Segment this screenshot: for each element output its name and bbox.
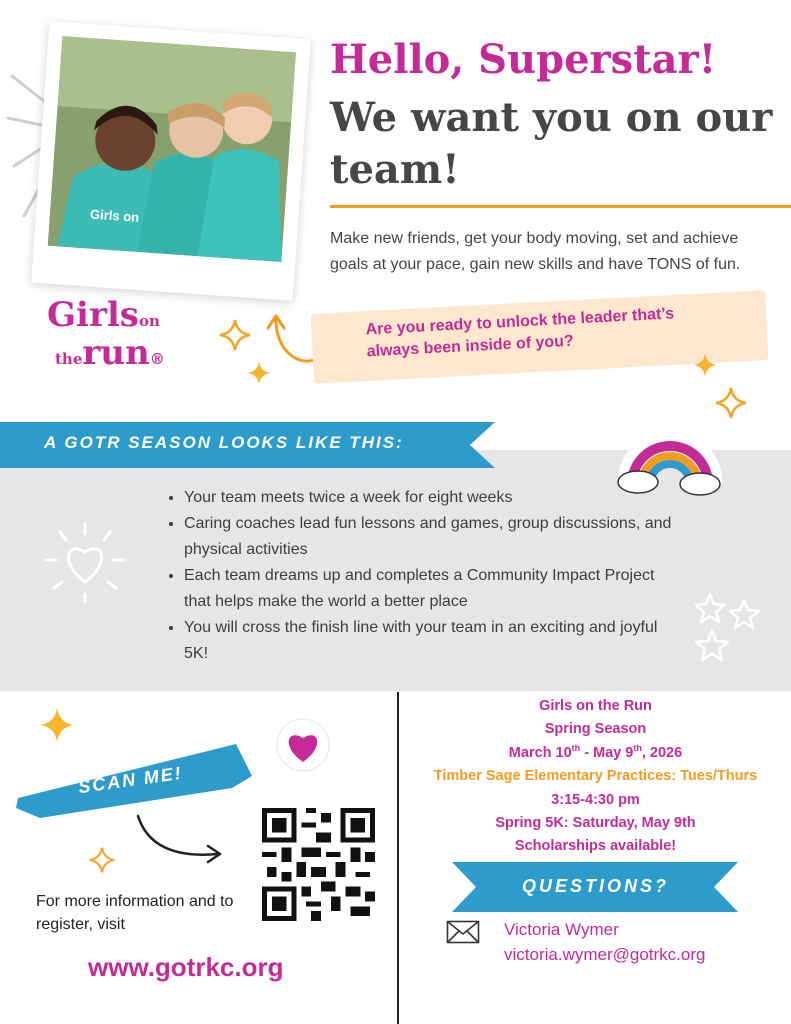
logo-word-on: on (138, 312, 160, 330)
season-name: Spring Season (544, 721, 647, 738)
practice-location: Timber Sage Elementary Practices: Tues/Thurs (433, 768, 758, 785)
logo-word-girls: Girls (47, 295, 139, 335)
list-item: • You will cross the finish line with your team in an exciting and joyful 5K! (184, 615, 684, 667)
dates-end: May 9 (593, 744, 634, 761)
website-link[interactable]: www.gotrkc.org (88, 952, 284, 982)
intro-paragraph: Make new friends, get your body moving, set and achieve goals at your pace, gain new skills and have TONS of fun. (330, 230, 741, 273)
leader-question: Are you ready to unlock the leader that’s always been inside of you? (365, 305, 675, 361)
girls-photo (48, 36, 296, 262)
headline-greeting: Hello, Superstar! (330, 36, 717, 83)
headline-invite: We want you on our team! (330, 94, 773, 193)
girls-on-the-run-logo (47, 295, 165, 374)
sparkle-icon (714, 384, 748, 422)
contact-email-link[interactable]: victoria.wymer@gotrkc.org (504, 945, 706, 964)
season-heading: A GOTR SEASON LOOKS LIKE THIS: (44, 433, 404, 452)
scholarships-note: Scholarships available! (514, 838, 677, 855)
vertical-divider (397, 692, 399, 1024)
list-item: • Your team meets twice a week for eight weeks (184, 485, 684, 511)
shirt-logo-text: Girls on (89, 206, 140, 225)
curved-arrow-icon (134, 810, 226, 870)
qr-code[interactable] (257, 803, 380, 926)
race-date: Spring 5K: Saturday, May 9th (495, 815, 696, 832)
sparkle-icon (218, 318, 252, 352)
dates-year: , 2026 (641, 744, 683, 761)
season-bullet-list (160, 485, 684, 667)
questions-heading: QUESTIONS? (522, 876, 670, 896)
envelope-icon (446, 920, 480, 944)
logo-word-the: the (55, 350, 83, 368)
more-info-text: For more information and to register, visit (36, 893, 234, 933)
heart-doodle-icon (40, 516, 130, 606)
program-name: Girls on the Run (539, 698, 652, 714)
practice-time: 3:15-4:30 pm (551, 791, 640, 808)
season-details (400, 695, 791, 859)
orange-divider (330, 205, 791, 208)
logo-registered-mark: ® (149, 350, 165, 368)
dates-separator: - (580, 744, 594, 761)
season-dates (400, 742, 791, 765)
dates-start-suffix: th (571, 742, 581, 753)
list-item: • Each team dreams up and completes a Community Impact Project that helps make the world a better place (184, 563, 684, 615)
sparkle-icon (88, 843, 116, 877)
contact-name: Victoria Wymer (504, 920, 619, 939)
sparkle-icon (692, 350, 718, 380)
logo-word-run: run (82, 333, 150, 373)
heart-sticker-icon (274, 716, 332, 774)
scan-me-label: SCAN ME! (77, 762, 184, 798)
list-item: • Caring coaches lead fun lessons and games, group discussions, and physical activities (184, 511, 684, 563)
stars-doodle-icon (690, 590, 770, 670)
dates-start: March 10 (508, 744, 572, 761)
polaroid-photo (31, 21, 311, 301)
dates-end-suffix: th (633, 742, 642, 753)
